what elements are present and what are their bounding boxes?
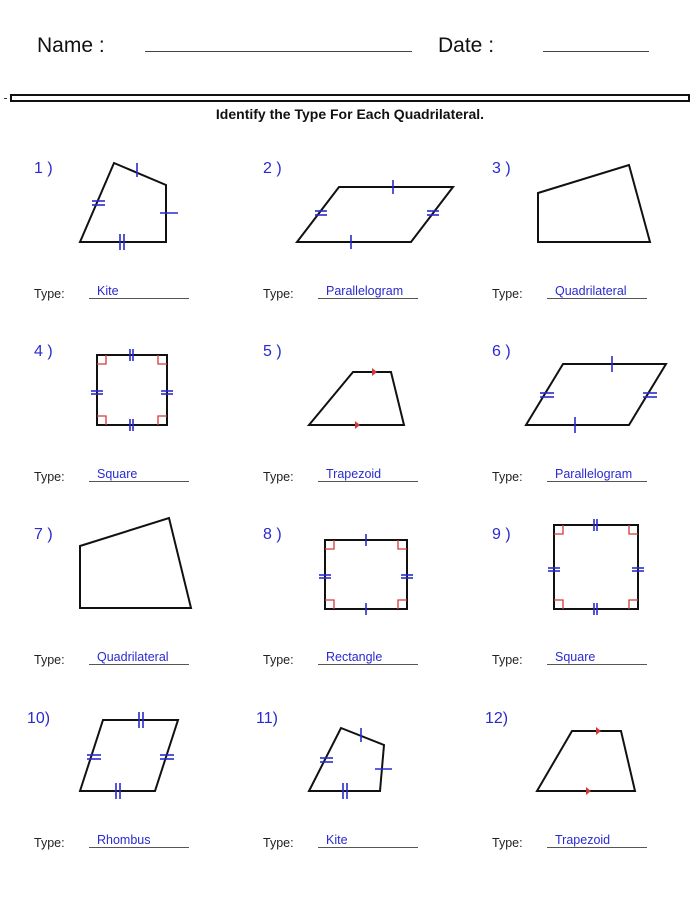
type-label-11: Type:: [263, 836, 294, 850]
shape-4-square: [97, 355, 167, 425]
problem-number-6: 6 ): [492, 343, 511, 360]
problem-number-11: 11): [256, 710, 278, 727]
type-label-10: Type:: [34, 836, 65, 850]
shape-1-kite: [80, 163, 166, 242]
type-label-12: Type:: [492, 836, 523, 850]
problem-number-4: 4 ): [34, 343, 53, 360]
problem-number-3: 3 ): [492, 160, 511, 177]
shape-7-quadrilateral: [80, 518, 191, 608]
type-label-4: Type:: [34, 470, 65, 484]
type-label-8: Type:: [263, 653, 294, 667]
type-label-5: Type:: [263, 470, 294, 484]
type-label-2: Type:: [263, 287, 294, 301]
shape-5-trapezoid: [309, 372, 404, 425]
answer-field-11[interactable]: Kite: [318, 833, 418, 848]
name-label: Name :: [37, 34, 105, 57]
shape-3-quadrilateral: [538, 165, 650, 242]
problem-number-8: 8 ): [263, 526, 282, 543]
problem-number-12: 12): [485, 710, 509, 727]
answer-field-5[interactable]: Trapezoid: [318, 467, 418, 482]
shape-6-parallelogram: [526, 364, 666, 425]
answer-field-3[interactable]: Quadrilateral: [547, 284, 647, 299]
answer-field-12[interactable]: Trapezoid: [547, 833, 647, 848]
instruction-heading: Identify the Type For Each Quadrilateral.: [215, 106, 485, 122]
parallel-arrows: [355, 368, 601, 795]
answer-field-1[interactable]: Kite: [89, 284, 189, 299]
answer-field-8[interactable]: Rectangle: [318, 650, 418, 665]
date-label: Date :: [438, 34, 495, 57]
problem-number-5: 5 ): [263, 343, 282, 360]
answer-field-2[interactable]: Parallelogram: [318, 284, 418, 299]
problem-number-1: 1 ): [34, 160, 53, 177]
problem-number-7: 7 ): [34, 526, 53, 543]
problem-number-10: 10): [27, 710, 51, 727]
answer-field-9[interactable]: Square: [547, 650, 647, 665]
type-label-1: Type:: [34, 287, 65, 301]
shape-8-rectangle: [325, 540, 407, 609]
shape-11-kite: [309, 728, 384, 791]
answer-field-4[interactable]: Square: [89, 467, 189, 482]
answer-field-10[interactable]: Rhombus: [89, 833, 189, 848]
shape-9-square: [554, 525, 638, 609]
answer-field-6[interactable]: Parallelogram: [547, 467, 647, 482]
shape-12-trapezoid: [537, 731, 635, 791]
type-label-3: Type:: [492, 287, 523, 301]
problem-number-9: 9 ): [492, 526, 511, 543]
answer-field-7[interactable]: Quadrilateral: [89, 650, 189, 665]
type-label-7: Type:: [34, 653, 65, 667]
type-label-9: Type:: [492, 653, 523, 667]
type-label-6: Type:: [492, 470, 523, 484]
problem-number-2: 2 ): [263, 160, 282, 177]
